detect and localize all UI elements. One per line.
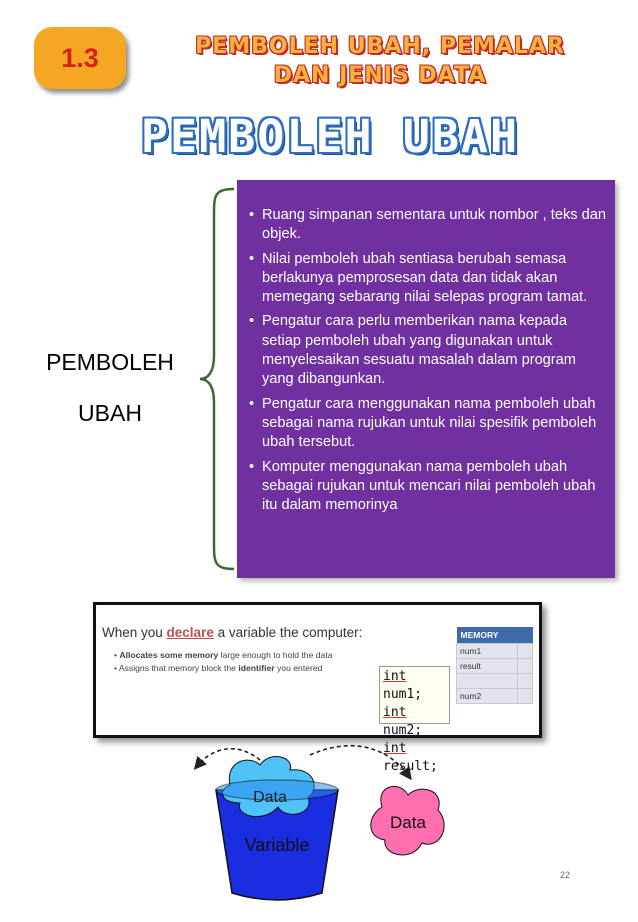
- bucket-label: Variable: [244, 835, 310, 855]
- table-cell: num2: [457, 689, 518, 704]
- table-cell: [457, 674, 518, 689]
- table-row: [457, 689, 533, 704]
- list-item: • Komputer menggunakan nama pemboleh ubah sebagai rujukan untuk mencari nilai pemboleh ubah itu dalam memorinya: [262, 458, 607, 516]
- section-title: [170, 32, 590, 90]
- code-keyword: int: [383, 741, 407, 756]
- section-badge: [34, 27, 126, 89]
- side-label-line2: UBAH: [78, 400, 142, 426]
- figure-heading: [102, 625, 362, 640]
- table-row: [457, 674, 533, 689]
- bucket-data-label: Data: [253, 789, 287, 806]
- table-cell: [517, 644, 532, 659]
- code-line: [383, 668, 449, 704]
- bullet-text: you entered: [274, 663, 323, 673]
- curly-brace-icon: [198, 186, 238, 572]
- table-row: [457, 659, 533, 674]
- table-row: [457, 644, 533, 659]
- section-number: 1.3: [61, 42, 99, 73]
- list-item: • Pengatur cara perlu memberikan nama kepada setiap pemboleh ubah yang digunakan untuk menyelesaikan sesuatu masalah dalam program yang dibangunkan.: [262, 312, 607, 389]
- side-label-line1: PEMBOLEH: [46, 349, 174, 375]
- figure-heading-post: a variable the computer:: [213, 625, 363, 640]
- memory-table: [456, 627, 533, 704]
- memory-table-header: MEMORY: [457, 627, 533, 644]
- code-keyword: int: [383, 705, 407, 720]
- bullet-text: large enough to hold the data: [218, 650, 333, 660]
- main-title: PEMBOLEH UBAH: [140, 110, 520, 163]
- bullet-bold: Allocates some memory: [119, 650, 219, 660]
- code-text: result;: [383, 759, 438, 774]
- code-line: [383, 704, 449, 740]
- page-number: 22: [560, 870, 571, 880]
- list-item: [114, 662, 332, 675]
- figure-heading-keyword: declare: [166, 625, 214, 640]
- list-item: • Pengatur cara menggunakan nama pemboleh ubah sebagai nama rujukan untuk nilai spesifik pemboleh ubah tersebut.: [262, 395, 607, 453]
- arrow-right-icon: [310, 746, 408, 775]
- memory-declaration-figure: [93, 602, 542, 774]
- list-item: • Ruang simpanan sementara untuk nombor , teks dan objek.: [262, 206, 607, 245]
- table-cell: [517, 674, 532, 689]
- figure-bullets: [114, 649, 332, 675]
- code-text: num1;: [383, 687, 423, 702]
- list-item: • Nilai pemboleh ubah sentiasa berubah semasa berlakunya pemprosesan data dan tidak akan memegang sebarang nilai selepas program tamat.: [262, 250, 607, 308]
- bullet-bold: identifier: [238, 663, 275, 673]
- section-title-line1: PEMBOLEH UBAH, PEMALAR: [195, 34, 565, 59]
- definition-box: [237, 180, 615, 578]
- figure-heading-pre: When you: [102, 625, 167, 640]
- table-cell: [517, 659, 532, 674]
- code-keyword: int: [383, 669, 407, 684]
- code-snippet: [379, 666, 450, 774]
- variable-bucket-figure: [190, 745, 460, 905]
- code-text: num2;: [383, 723, 423, 738]
- section-title-line2: DAN JENIS DATA: [273, 63, 487, 88]
- table-cell: num1: [457, 644, 518, 659]
- list-item: [114, 649, 332, 662]
- definition-list: [237, 180, 615, 515]
- bullet-text: Assigns that memory block the: [118, 663, 239, 673]
- side-label: [20, 337, 200, 439]
- blob-data-label: Data: [390, 813, 426, 832]
- table-cell: result: [457, 659, 518, 674]
- table-cell: [517, 689, 532, 704]
